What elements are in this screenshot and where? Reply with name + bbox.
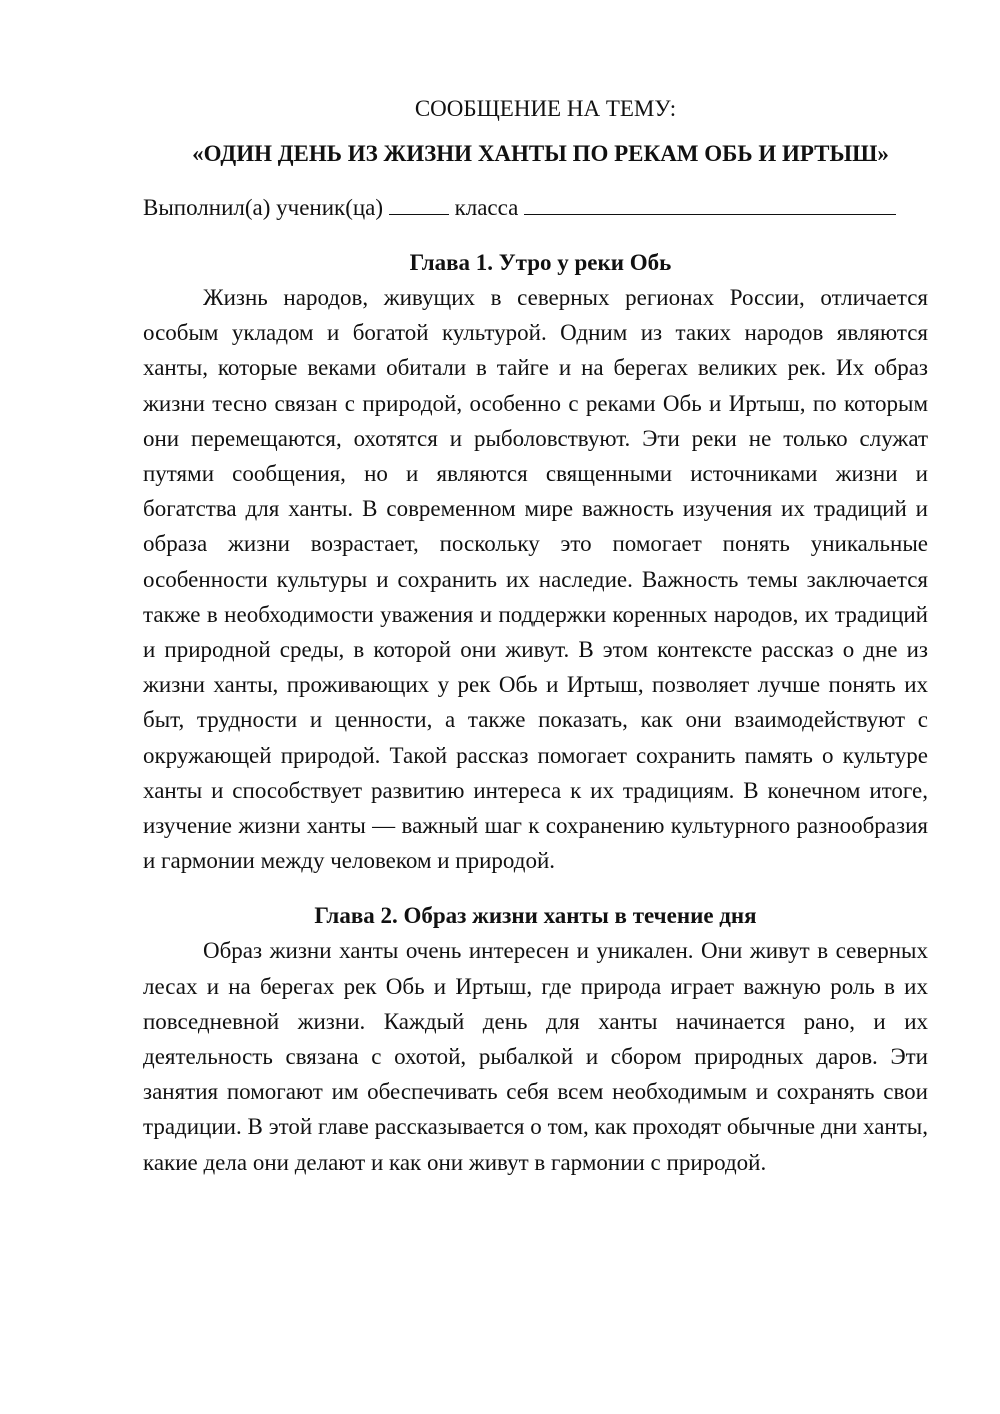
chapter-2-title: Глава 2. Образ жизни ханты в течение дня — [314, 903, 757, 929]
grade-blank — [389, 192, 449, 215]
name-blank — [524, 192, 896, 215]
signature-line — [143, 191, 928, 225]
chapter-2-text: Образ жизни ханты очень интересен и уникален. Они живут в северных лесах и на берегах рек Обь и Иртыш, где природа играет важную роль в их повседневной жизни. Каждый день для ханты начинается рано, и их деятельность связана с охотой, рыбалкой и сбором природных даров. Эти занятия помогают им обеспечивать себя всем необходимым и сохранять свои традиции. В этой главе рассказывается о том, как проходят обычные дни ханты, какие дела они делают и как они живут в гармонии с природой. — [143, 938, 928, 1175]
signature-prefix: Выполнил(а) ученик(ца) — [143, 195, 384, 220]
chapter-1-title: Глава 1. Утро у реки Обь — [409, 250, 672, 275]
chapter-1-text: Жизнь народов, живущих в северных регионах России, отличается особым укладом и богатой культурой. Одним из таких народов являются ханты, которые веками обитали в тайге и на берегах великих рек. Их образ жизни тесно связан с природой, особенно с реками Обь и Иртыш, по которым они перемещаются, охотятся и рыболовствуют. Эти реки не только служат путями сообщения, но и являются священными источниками жизни и богатства для ханты. В современном мире важность изучения их традиций и образа жизни возрастает, поскольку это помогает понять уникальные особенности культуры и сохранить их наследие. Важность темы заключается также в необходимости уважения и поддержки коренных народов, их традиций и природной среды, в которой они живут. В этом контексте рассказ о дне из жизни ханты, проживающих у рек Обь и Иртыш, позволяет лучше понять их быт, трудности и ценности, а также показать, как они взаимодействуют с окружающей природой. Такой рассказ помогает сохранить память о культуре ханты и способствует развитию интереса к их традициям. В конечном итоге, изучение жизни ханты — важный шаг к сохранению культурного разнообразия и гармонии между человеком и природой. — [143, 285, 928, 874]
document-page — [143, 92, 928, 1180]
signature-middle: класса — [454, 195, 519, 220]
document-heading: СООБЩЕНИЕ НА ТЕМУ: — [414, 96, 677, 121]
document-topic-title: «ОДИН ДЕНЬ ИЗ ЖИЗНИ ХАНТЫ ПО РЕКАМ ОБЬ И ИРТЫШ» — [192, 141, 889, 166]
